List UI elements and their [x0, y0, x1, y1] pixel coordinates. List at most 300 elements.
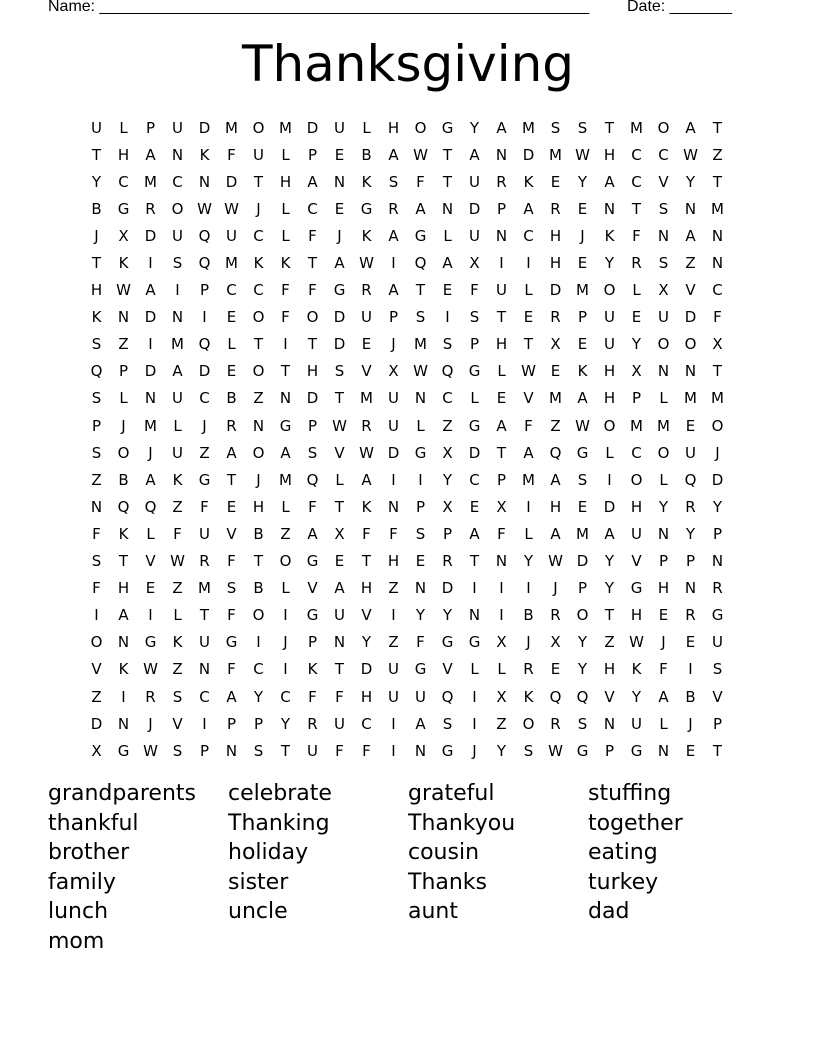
grid-letter[interactable]: M: [144, 416, 157, 435]
grid-letter[interactable]: W: [413, 362, 428, 381]
grid-letter[interactable]: N: [414, 389, 427, 408]
grid-letter[interactable]: T: [307, 335, 318, 354]
grid-letter[interactable]: L: [443, 226, 452, 245]
grid-letter[interactable]: X: [631, 362, 642, 381]
grid-letter[interactable]: N: [603, 199, 616, 218]
grid-letter[interactable]: G: [414, 443, 427, 462]
grid-letter[interactable]: A: [145, 281, 156, 300]
grid-letter[interactable]: U: [199, 633, 210, 652]
grid-letter[interactable]: S: [550, 118, 561, 137]
grid-letter[interactable]: R: [523, 660, 534, 679]
grid-letter[interactable]: X: [442, 497, 453, 516]
grid-letter[interactable]: S: [523, 741, 534, 760]
grid-letter[interactable]: I: [391, 606, 396, 625]
grid-letter[interactable]: I: [688, 660, 693, 679]
grid-letter[interactable]: N: [171, 308, 184, 327]
grid-letter[interactable]: N: [468, 606, 481, 625]
grid-letter[interactable]: F: [227, 145, 236, 164]
grid-letter[interactable]: S: [172, 687, 183, 706]
grid-letter[interactable]: P: [577, 308, 588, 327]
grid-letter[interactable]: E: [226, 497, 237, 516]
grid-letter[interactable]: Y: [442, 470, 453, 489]
grid-letter[interactable]: A: [604, 172, 615, 191]
grid-letter[interactable]: M: [144, 172, 157, 191]
grid-letter[interactable]: G: [360, 199, 373, 218]
grid-letter[interactable]: K: [199, 145, 210, 164]
grid-letter[interactable]: A: [388, 281, 399, 300]
grid-letter[interactable]: T: [253, 552, 264, 571]
grid-letter[interactable]: E: [550, 362, 561, 381]
grid-letter[interactable]: H: [387, 552, 400, 571]
grid-letter[interactable]: N: [90, 497, 103, 516]
grid-letter[interactable]: K: [361, 172, 372, 191]
grid-letter[interactable]: I: [499, 254, 504, 273]
grid-letter[interactable]: M: [522, 470, 535, 489]
grid-letter[interactable]: A: [388, 145, 399, 164]
grid-letter[interactable]: Z: [91, 470, 102, 489]
grid-letter[interactable]: U: [199, 524, 210, 543]
grid-letter[interactable]: M: [684, 389, 697, 408]
grid-letter[interactable]: X: [550, 633, 561, 652]
grid-letter[interactable]: R: [685, 497, 696, 516]
grid-letter[interactable]: L: [281, 579, 290, 598]
grid-letter[interactable]: T: [361, 552, 372, 571]
grid-letter[interactable]: J: [148, 443, 153, 462]
grid-letter[interactable]: R: [388, 199, 399, 218]
grid-letter[interactable]: S: [469, 308, 480, 327]
grid-letter[interactable]: F: [281, 308, 290, 327]
grid-letter[interactable]: Q: [198, 254, 211, 273]
grid-letter[interactable]: N: [117, 714, 130, 733]
grid-letter[interactable]: G: [468, 416, 481, 435]
grid-letter[interactable]: N: [684, 579, 697, 598]
grid-letter[interactable]: N: [441, 199, 454, 218]
grid-letter[interactable]: S: [91, 552, 102, 571]
grid-letter[interactable]: I: [283, 335, 288, 354]
grid-letter[interactable]: U: [631, 714, 642, 733]
grid-letter[interactable]: X: [550, 335, 561, 354]
grid-letter[interactable]: T: [604, 606, 615, 625]
grid-letter[interactable]: L: [173, 416, 182, 435]
grid-letter[interactable]: I: [499, 579, 504, 598]
grid-letter[interactable]: U: [334, 118, 345, 137]
grid-letter[interactable]: O: [117, 443, 130, 462]
grid-letter[interactable]: H: [603, 660, 616, 679]
grid-letter[interactable]: L: [470, 660, 479, 679]
grid-letter[interactable]: V: [334, 443, 345, 462]
grid-letter[interactable]: T: [91, 145, 102, 164]
grid-letter[interactable]: G: [117, 741, 130, 760]
grid-letter[interactable]: H: [657, 579, 670, 598]
grid-letter[interactable]: X: [118, 226, 129, 245]
grid-letter[interactable]: P: [712, 524, 723, 543]
grid-letter[interactable]: L: [281, 226, 290, 245]
grid-letter[interactable]: L: [632, 281, 641, 300]
grid-letter[interactable]: Y: [604, 579, 615, 598]
grid-letter[interactable]: A: [145, 145, 156, 164]
grid-letter[interactable]: A: [415, 714, 426, 733]
grid-letter[interactable]: H: [252, 497, 265, 516]
grid-letter[interactable]: U: [334, 714, 345, 733]
grid-letter[interactable]: U: [604, 308, 615, 327]
grid-letter[interactable]: W: [521, 362, 536, 381]
grid-letter[interactable]: U: [469, 172, 480, 191]
grid-letter[interactable]: S: [658, 254, 669, 273]
grid-letter[interactable]: A: [523, 199, 534, 218]
grid-letter[interactable]: O: [603, 281, 616, 300]
grid-letter[interactable]: A: [361, 470, 372, 489]
grid-letter[interactable]: C: [226, 281, 237, 300]
grid-letter[interactable]: W: [143, 741, 158, 760]
grid-letter[interactable]: A: [523, 443, 534, 462]
grid-letter[interactable]: A: [307, 524, 318, 543]
grid-letter[interactable]: E: [685, 633, 696, 652]
grid-letter[interactable]: K: [118, 524, 129, 543]
grid-letter[interactable]: L: [524, 281, 533, 300]
grid-letter[interactable]: T: [334, 660, 345, 679]
grid-letter[interactable]: E: [145, 579, 156, 598]
grid-letter[interactable]: P: [226, 714, 237, 733]
grid-letter[interactable]: D: [144, 308, 157, 327]
grid-letter[interactable]: L: [524, 524, 533, 543]
grid-letter[interactable]: V: [226, 524, 237, 543]
grid-letter[interactable]: C: [442, 389, 453, 408]
grid-letter[interactable]: E: [523, 308, 534, 327]
grid-letter[interactable]: B: [685, 687, 696, 706]
grid-letter[interactable]: Q: [549, 687, 562, 706]
grid-letter[interactable]: L: [281, 145, 290, 164]
grid-letter[interactable]: N: [684, 362, 697, 381]
grid-letter[interactable]: B: [91, 199, 102, 218]
grid-letter[interactable]: N: [603, 714, 616, 733]
grid-letter[interactable]: S: [712, 660, 723, 679]
grid-letter[interactable]: B: [118, 470, 129, 489]
grid-letter[interactable]: S: [172, 254, 183, 273]
grid-letter[interactable]: N: [171, 145, 184, 164]
grid-letter[interactable]: G: [468, 633, 481, 652]
grid-letter[interactable]: M: [171, 335, 184, 354]
grid-letter[interactable]: Q: [306, 470, 319, 489]
grid-letter[interactable]: N: [198, 660, 211, 679]
grid-letter[interactable]: M: [630, 118, 643, 137]
grid-letter[interactable]: A: [226, 443, 237, 462]
grid-letter[interactable]: W: [359, 443, 374, 462]
grid-letter[interactable]: B: [361, 145, 372, 164]
grid-letter[interactable]: X: [712, 335, 723, 354]
grid-letter[interactable]: M: [225, 254, 238, 273]
grid-letter[interactable]: E: [658, 606, 669, 625]
grid-letter[interactable]: F: [227, 606, 236, 625]
grid-letter[interactable]: C: [712, 281, 723, 300]
grid-letter[interactable]: A: [415, 199, 426, 218]
grid-letter[interactable]: T: [712, 118, 723, 137]
grid-letter[interactable]: T: [118, 552, 129, 571]
grid-letter[interactable]: F: [308, 497, 317, 516]
grid-letter[interactable]: S: [442, 335, 453, 354]
grid-letter[interactable]: V: [172, 714, 183, 733]
grid-letter[interactable]: N: [657, 362, 670, 381]
grid-letter[interactable]: I: [472, 579, 477, 598]
grid-letter[interactable]: Y: [91, 172, 102, 191]
grid-letter[interactable]: Y: [442, 606, 453, 625]
grid-letter[interactable]: T: [280, 741, 291, 760]
grid-letter[interactable]: Y: [253, 687, 264, 706]
grid-letter[interactable]: Z: [685, 254, 696, 273]
grid-letter[interactable]: O: [630, 470, 643, 489]
grid-letter[interactable]: P: [118, 362, 129, 381]
grid-letter[interactable]: L: [470, 389, 479, 408]
grid-letter[interactable]: N: [387, 497, 400, 516]
grid-letter[interactable]: D: [387, 443, 400, 462]
grid-letter[interactable]: N: [711, 254, 724, 273]
grid-letter[interactable]: C: [361, 714, 372, 733]
grid-letter[interactable]: Z: [550, 416, 561, 435]
grid-letter[interactable]: A: [604, 524, 615, 543]
grid-letter[interactable]: G: [576, 741, 589, 760]
grid-letter[interactable]: F: [308, 281, 317, 300]
grid-letter[interactable]: T: [496, 308, 507, 327]
grid-letter[interactable]: M: [711, 389, 724, 408]
grid-letter[interactable]: H: [495, 335, 508, 354]
grid-letter[interactable]: H: [279, 172, 292, 191]
grid-letter[interactable]: C: [199, 687, 210, 706]
grid-letter[interactable]: W: [143, 660, 158, 679]
grid-letter[interactable]: Y: [604, 552, 615, 571]
grid-letter[interactable]: N: [117, 308, 130, 327]
grid-letter[interactable]: W: [575, 416, 590, 435]
grid-letter[interactable]: E: [334, 145, 345, 164]
grid-letter[interactable]: Y: [496, 741, 507, 760]
grid-letter[interactable]: X: [496, 633, 507, 652]
grid-letter[interactable]: A: [469, 524, 480, 543]
grid-letter[interactable]: R: [145, 199, 156, 218]
grid-letter[interactable]: T: [631, 199, 642, 218]
grid-letter[interactable]: X: [334, 524, 345, 543]
grid-letter[interactable]: Z: [388, 579, 399, 598]
grid-letter[interactable]: J: [715, 443, 720, 462]
grid-letter[interactable]: G: [333, 281, 346, 300]
grid-letter[interactable]: J: [148, 714, 153, 733]
grid-letter[interactable]: N: [495, 145, 508, 164]
grid-letter[interactable]: T: [334, 497, 345, 516]
grid-letter[interactable]: Q: [198, 226, 211, 245]
grid-letter[interactable]: G: [117, 199, 130, 218]
grid-letter[interactable]: I: [391, 470, 396, 489]
grid-letter[interactable]: S: [577, 714, 588, 733]
grid-letter[interactable]: X: [496, 687, 507, 706]
grid-letter[interactable]: L: [416, 416, 425, 435]
grid-letter[interactable]: Y: [658, 497, 669, 516]
grid-letter[interactable]: N: [225, 741, 238, 760]
grid-letter[interactable]: I: [391, 254, 396, 273]
grid-letter[interactable]: J: [688, 714, 693, 733]
grid-letter[interactable]: M: [198, 579, 211, 598]
grid-letter[interactable]: L: [362, 118, 371, 137]
grid-letter[interactable]: A: [685, 226, 696, 245]
grid-letter[interactable]: Q: [684, 470, 697, 489]
grid-letter[interactable]: W: [548, 741, 563, 760]
grid-letter[interactable]: F: [713, 308, 722, 327]
grid-letter[interactable]: I: [148, 335, 153, 354]
grid-letter[interactable]: O: [252, 308, 265, 327]
grid-letter[interactable]: R: [550, 199, 561, 218]
grid-letter[interactable]: F: [335, 687, 344, 706]
grid-letter[interactable]: G: [198, 470, 211, 489]
grid-letter[interactable]: P: [253, 714, 264, 733]
grid-letter[interactable]: F: [308, 687, 317, 706]
grid-letter[interactable]: C: [253, 660, 264, 679]
grid-letter[interactable]: R: [631, 254, 642, 273]
grid-letter[interactable]: O: [603, 416, 616, 435]
grid-letter[interactable]: T: [523, 335, 534, 354]
grid-letter[interactable]: M: [657, 416, 670, 435]
grid-letter[interactable]: H: [387, 118, 400, 137]
grid-letter[interactable]: K: [631, 660, 642, 679]
grid-letter[interactable]: I: [94, 606, 99, 625]
grid-letter[interactable]: S: [307, 443, 318, 462]
grid-letter[interactable]: E: [226, 308, 237, 327]
grid-letter[interactable]: U: [496, 281, 507, 300]
grid-letter[interactable]: N: [117, 633, 130, 652]
grid-letter[interactable]: P: [442, 524, 453, 543]
grid-letter[interactable]: D: [144, 226, 157, 245]
grid-letter[interactable]: Z: [172, 660, 183, 679]
grid-letter[interactable]: P: [307, 633, 318, 652]
grid-letter[interactable]: T: [442, 172, 453, 191]
grid-letter[interactable]: P: [604, 741, 615, 760]
grid-letter[interactable]: P: [307, 416, 318, 435]
grid-letter[interactable]: L: [497, 362, 506, 381]
grid-letter[interactable]: E: [415, 552, 426, 571]
grid-letter[interactable]: R: [145, 687, 156, 706]
grid-letter[interactable]: G: [279, 416, 292, 435]
grid-letter[interactable]: Y: [577, 172, 588, 191]
grid-letter[interactable]: N: [414, 741, 427, 760]
grid-letter[interactable]: J: [553, 579, 558, 598]
name-field-label[interactable]: Name: _______________________________________________________: [48, 0, 589, 15]
grid-letter[interactable]: I: [148, 606, 153, 625]
grid-letter[interactable]: W: [629, 633, 644, 652]
grid-letter[interactable]: K: [361, 226, 372, 245]
grid-letter[interactable]: A: [226, 687, 237, 706]
grid-letter[interactable]: Y: [280, 714, 291, 733]
grid-letter[interactable]: B: [253, 524, 264, 543]
grid-letter[interactable]: D: [576, 552, 589, 571]
grid-letter[interactable]: W: [332, 416, 347, 435]
grid-letter[interactable]: Q: [117, 497, 130, 516]
grid-letter[interactable]: U: [226, 226, 237, 245]
grid-letter[interactable]: H: [630, 606, 643, 625]
grid-letter[interactable]: J: [661, 633, 666, 652]
grid-letter[interactable]: P: [199, 741, 210, 760]
grid-letter[interactable]: A: [334, 579, 345, 598]
grid-letter[interactable]: D: [90, 714, 103, 733]
grid-letter[interactable]: C: [631, 172, 642, 191]
grid-letter[interactable]: Z: [172, 579, 183, 598]
grid-letter[interactable]: O: [252, 362, 265, 381]
grid-letter[interactable]: J: [526, 633, 531, 652]
grid-letter[interactable]: D: [306, 118, 319, 137]
grid-letter[interactable]: N: [657, 226, 670, 245]
grid-letter[interactable]: K: [523, 687, 534, 706]
grid-letter[interactable]: H: [306, 362, 319, 381]
grid-letter[interactable]: W: [197, 199, 212, 218]
grid-letter[interactable]: Q: [441, 362, 454, 381]
grid-letter[interactable]: O: [414, 118, 427, 137]
grid-letter[interactable]: G: [630, 579, 643, 598]
grid-letter[interactable]: Y: [577, 633, 588, 652]
grid-letter[interactable]: Z: [442, 416, 453, 435]
grid-letter[interactable]: A: [145, 470, 156, 489]
grid-letter[interactable]: F: [227, 660, 236, 679]
grid-letter[interactable]: Q: [441, 687, 454, 706]
grid-letter[interactable]: F: [200, 497, 209, 516]
grid-letter[interactable]: N: [144, 389, 157, 408]
grid-letter[interactable]: A: [658, 687, 669, 706]
grid-letter[interactable]: R: [550, 308, 561, 327]
grid-letter[interactable]: U: [658, 308, 669, 327]
grid-letter[interactable]: U: [172, 226, 183, 245]
grid-letter[interactable]: B: [226, 389, 237, 408]
grid-letter[interactable]: F: [362, 741, 371, 760]
grid-letter[interactable]: Z: [199, 443, 210, 462]
grid-letter[interactable]: I: [256, 633, 261, 652]
grid-letter[interactable]: U: [307, 741, 318, 760]
grid-letter[interactable]: R: [712, 579, 723, 598]
grid-letter[interactable]: Y: [415, 606, 426, 625]
grid-letter[interactable]: A: [280, 443, 291, 462]
grid-letter[interactable]: T: [307, 254, 318, 273]
grid-letter[interactable]: H: [603, 362, 616, 381]
grid-letter[interactable]: K: [577, 362, 588, 381]
grid-letter[interactable]: M: [549, 389, 562, 408]
grid-letter[interactable]: T: [199, 606, 210, 625]
grid-letter[interactable]: E: [469, 497, 480, 516]
grid-letter[interactable]: W: [170, 552, 185, 571]
grid-letter[interactable]: L: [659, 470, 668, 489]
grid-letter[interactable]: E: [577, 254, 588, 273]
grid-letter[interactable]: V: [91, 660, 102, 679]
grid-letter[interactable]: O: [171, 199, 184, 218]
grid-letter[interactable]: E: [334, 552, 345, 571]
grid-letter[interactable]: H: [630, 497, 643, 516]
grid-letter[interactable]: F: [497, 524, 506, 543]
grid-letter[interactable]: R: [361, 281, 372, 300]
grid-letter[interactable]: N: [279, 389, 292, 408]
grid-letter[interactable]: F: [173, 524, 182, 543]
grid-letter[interactable]: P: [469, 335, 480, 354]
grid-letter[interactable]: K: [172, 470, 183, 489]
grid-letter[interactable]: U: [388, 389, 399, 408]
grid-letter[interactable]: U: [172, 443, 183, 462]
grid-letter[interactable]: I: [391, 741, 396, 760]
grid-letter[interactable]: Q: [198, 335, 211, 354]
grid-letter[interactable]: F: [335, 741, 344, 760]
grid-letter[interactable]: F: [659, 660, 668, 679]
grid-letter[interactable]: N: [333, 633, 346, 652]
grid-letter[interactable]: G: [414, 226, 427, 245]
grid-letter[interactable]: A: [685, 118, 696, 137]
grid-letter[interactable]: N: [657, 741, 670, 760]
grid-letter[interactable]: Z: [496, 714, 507, 733]
grid-letter[interactable]: D: [711, 470, 724, 489]
grid-letter[interactable]: F: [389, 524, 398, 543]
grid-letter[interactable]: I: [472, 687, 477, 706]
grid-letter[interactable]: E: [550, 660, 561, 679]
grid-letter[interactable]: I: [526, 497, 531, 516]
grid-letter[interactable]: V: [307, 579, 318, 598]
grid-letter[interactable]: H: [360, 687, 373, 706]
